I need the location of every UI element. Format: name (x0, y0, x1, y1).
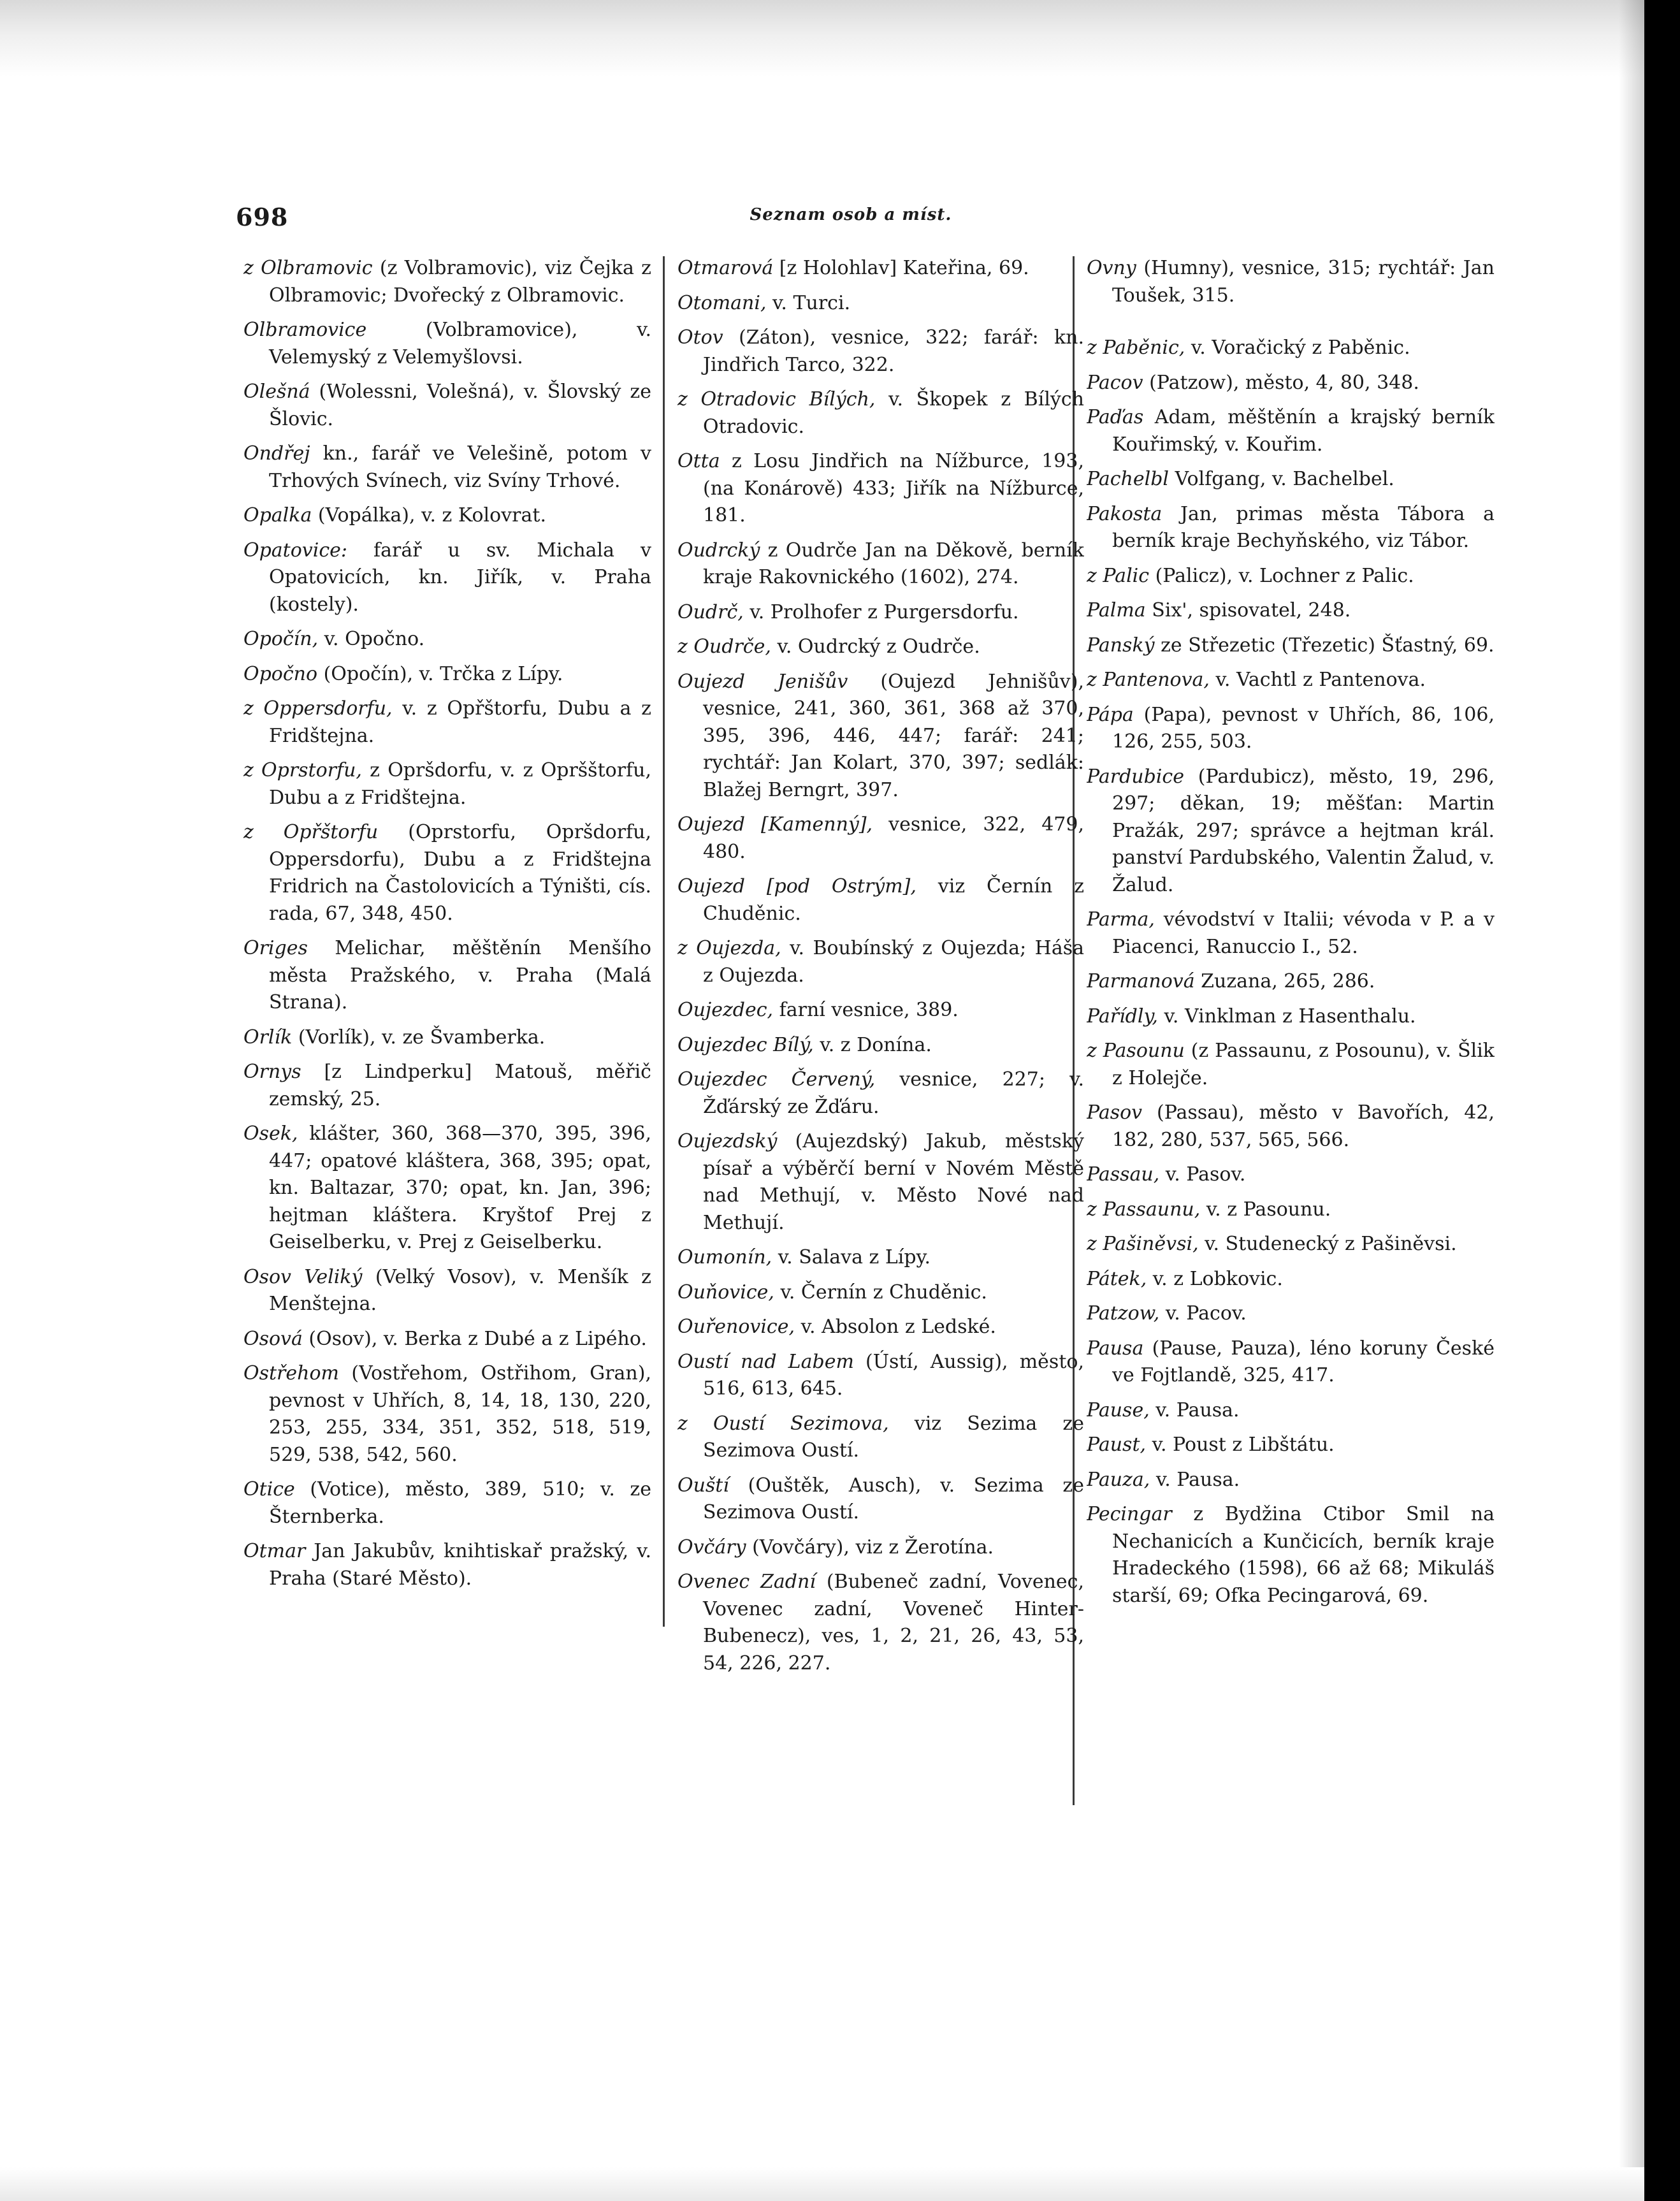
index-entry (243, 935, 651, 1017)
entry-text: Jan, primas města Tábora a berník kraje Bechyňského, viz Tábor. (1112, 502, 1495, 552)
entry-text: v. Pacov. (1159, 1302, 1247, 1325)
index-entry (677, 1349, 1084, 1403)
entry-text: v. Turci. (766, 291, 851, 314)
index-entry (243, 379, 651, 433)
entry-text: (Volbramovice), v. Velemyský z Velemyšlovsi. (269, 319, 651, 368)
entry-headword: Passau, (1087, 1163, 1160, 1186)
entry-text: vesnice, 322, 479, 480. (703, 813, 1084, 863)
entry-text: v. Oudrcký z Oudrče. (771, 636, 980, 658)
index-entry (677, 1128, 1084, 1237)
entry-headword: Otice (243, 1478, 295, 1500)
entry-headword: Patzow, (1087, 1302, 1160, 1325)
entry-text: v. Škopek z Bílých Otradovic. (703, 388, 1084, 438)
entry-headword: Pasov (1087, 1101, 1143, 1124)
index-entry (243, 626, 651, 653)
entry-headword: Oujezdec Bílý, (677, 1033, 814, 1056)
entry-headword: Oujezdský (677, 1130, 778, 1152)
entry-headword: Pápa (1087, 703, 1134, 726)
index-entry (677, 1066, 1084, 1121)
index-entry (677, 324, 1084, 379)
index-entry (1087, 1196, 1495, 1224)
entry-text: (Záton), vesnice, 322; farář: kn. Jindřich Tarco, 322. (703, 326, 1084, 376)
entry-headword: Olešná (243, 381, 310, 403)
index-entry (1087, 370, 1495, 397)
entry-text: (Osov), v. Berka z Dubé a z Lipého. (302, 1327, 647, 1350)
index-column-2 (677, 255, 1084, 1798)
entry-headword: Ouňovice, (677, 1281, 774, 1304)
index-entry (243, 255, 651, 309)
index-entry (243, 819, 651, 927)
entry-headword: Opalka (243, 504, 312, 527)
entry-text: v. Pasov. (1159, 1163, 1246, 1186)
index-entry (677, 1314, 1084, 1341)
entry-text: (z Volbramovic), viz Čejka z Olbramovic; Dvořecký z Olbramovic. (269, 257, 651, 307)
entry-text: (Papa), pevnost v Uhřích, 86, 106, 126, 255, 503. (1112, 703, 1495, 753)
entry-headword: Pecingar (1087, 1503, 1172, 1525)
entry-headword: z Opřštorfu (243, 821, 379, 843)
entry-text: v. Pausa. (1150, 1468, 1240, 1491)
index-entry (1087, 968, 1495, 996)
entry-headword: Oujezd [pod Ostrým], (677, 875, 916, 897)
running-title: Seznam osob a míst. (749, 205, 952, 224)
index-entry (677, 448, 1084, 530)
index-entry (243, 1360, 651, 1469)
index-entry (677, 997, 1084, 1024)
entry-text: (Ústí, Aussig), město, 516, 613, 645. (703, 1350, 1084, 1400)
entry-text: vévodství v Italii; vévoda v P. a v Piacenci, Ranuccio I., 52. (1112, 908, 1495, 958)
index-entry (1087, 563, 1495, 590)
entry-text: z Bydžina Ctibor Smil na Nechanicích a Kunčicích, berník kraje Hradeckého (1598), 66 až 68; Mikuláš starší, 69; Ofka Pecingarová, 69. (1112, 1503, 1495, 1607)
index-entry (1087, 1100, 1495, 1154)
index-entry (1087, 1231, 1495, 1258)
entry-text: (Aujezdský) Jakub, městský písař a výběrčí berní v Novém Městě nad Methují, v. Město Nové nad Methují. (703, 1130, 1084, 1234)
index-column-3 (1087, 255, 1495, 1798)
entry-text: (Humny), vesnice, 315; rychtář: Jan Toušek, 315. (1112, 257, 1495, 307)
entry-headword: z Oudrče, (677, 636, 771, 658)
index-entry (1087, 335, 1495, 362)
index-entry (243, 1121, 651, 1256)
entry-text: (Opočín), v. Trčka z Lípy. (317, 662, 563, 685)
entry-text: farář u sv. Michala v Opatovicích, kn. Jiřík, v. Praha (kostely). (269, 539, 651, 616)
index-entry (677, 1279, 1084, 1307)
entry-text: Volfgang, v. Bachelbel. (1169, 468, 1394, 490)
entry-headword: Pachelbl (1087, 468, 1169, 490)
entry-text: v. z Lobkovic. (1147, 1267, 1283, 1290)
entry-headword: z Oppersdorfu, (243, 697, 393, 720)
entry-text: z Opršdorfu, v. z Opršštorfu, Dubu a z Fridštejna. (269, 759, 651, 809)
entry-headword: Ovčáry (677, 1536, 746, 1558)
entry-text: (Vopálka), v. z Kolovrat. (312, 504, 546, 527)
entry-headword: z Pašiněvsi, (1087, 1233, 1199, 1255)
index-entry (243, 695, 651, 750)
entry-text: v. z Opřštorfu, Dubu a z Fridštejna. (269, 697, 651, 747)
entry-text: (Passau), město v Bavořích, 42, 182, 280, 537, 565, 566. (1112, 1101, 1495, 1151)
index-entry (1087, 1161, 1495, 1189)
entry-text: (Vovčáry), viz z Žerotína. (746, 1536, 994, 1558)
entry-text: vesnice, 227; v. Žďárský ze Žďáru. (703, 1068, 1084, 1118)
entry-headword: z Otradovic Bílých, (677, 388, 876, 410)
entry-headword: Pausa (1087, 1337, 1144, 1360)
index-column-1 (243, 255, 651, 1798)
index-entry (1087, 1432, 1495, 1459)
entry-headword: Osov Veliký (243, 1265, 363, 1288)
entry-headword: Opatovice: (243, 539, 348, 562)
entry-text: v. Černín z Chuděnic. (774, 1281, 987, 1304)
entry-text: v. z Donína. (813, 1033, 932, 1056)
entry-headword: Parmanová (1087, 970, 1195, 992)
entry-text: [z Holohlav] Kateřina, 69. (773, 257, 1029, 279)
scan-top-shadow (0, 0, 1680, 76)
entry-headword: Panský (1087, 634, 1155, 657)
entry-text: v. z Pasounu. (1200, 1198, 1331, 1221)
scan-bottom-shadow (0, 2167, 1644, 2201)
entry-text: z Losu Jindřich na Nížburce, 193, (na Konárově) 433; Jiřík na Nížburce, 181. (703, 450, 1084, 527)
entry-text: v. Pausa. (1149, 1398, 1240, 1421)
index-entry (243, 1264, 651, 1318)
entry-headword: Otov (677, 326, 723, 349)
entry-text: (Vostřehom, Ostřihom, Gran), pevnost v Uhřích, 8, 14, 18, 130, 220, 253, 255, 334, 351, 352, 518, 519, 529, 538, 542, 560. (269, 1362, 651, 1466)
entry-text: Adam, měštěnín a krajský berník Kouřimský, v. Kouřim. (1112, 406, 1495, 456)
index-entry (243, 757, 651, 811)
entry-text: v. Voračický z Paběnic. (1185, 337, 1410, 359)
index-entry (677, 290, 1084, 317)
entry-headword: Otomani, (677, 291, 767, 314)
entry-headword: Paďas (1087, 406, 1144, 428)
index-entry (677, 1569, 1084, 1677)
entry-text: Zuzana, 265, 286. (1194, 970, 1375, 992)
entry-text: (Bubeneč zadní, Vovenec, Vovenec zadní, Voveneč Hinter-Bubenecz), ves, 1, 2, 21, 26, 43, 53, 54, 226, 227. (703, 1571, 1084, 1674)
entry-text: ze Střezetic (Třezetic) Šťastný, 69. (1154, 634, 1495, 657)
index-entry (677, 873, 1084, 927)
entry-headword: z Paběnic, (1087, 337, 1185, 359)
entry-headword: Oudrcký (677, 539, 760, 562)
index-entry (1087, 1300, 1495, 1328)
index-entry (677, 386, 1084, 440)
entry-headword: z Oustí Sezimova, (677, 1412, 889, 1435)
entry-headword: z Pasounu (1087, 1040, 1185, 1062)
entry-text: (Vorlík), v. ze Švamberka. (292, 1026, 546, 1049)
entry-headword: Oumonín, (677, 1246, 772, 1268)
entry-headword: Ondřej (243, 442, 310, 465)
index-entry (1087, 255, 1495, 309)
index-entry (677, 1411, 1084, 1465)
entry-headword: Olbramovice (243, 319, 367, 341)
entry-text: klášter, 360, 368—370, 395, 396, 447; opatové kláštera, 368, 395; opat, kn. Baltazar, 370; opat, kn. Jan, 396; hejtman kláštera. Kryštof Prej z Geiselberku, v. Prej z Geiselberku. (269, 1122, 651, 1253)
entry-headword: Oujezdec, (677, 999, 774, 1021)
index-entry (243, 1059, 651, 1113)
index-entry (1087, 1501, 1495, 1609)
entry-headword: Pauza, (1087, 1468, 1150, 1491)
index-entry (1087, 667, 1495, 694)
index-entry (1087, 1038, 1495, 1092)
scan-right-border (1644, 0, 1680, 2201)
entry-text: (Palicz), v. Lochner z Palic. (1149, 564, 1414, 587)
entry-text: viz Černín z Chuděnic. (703, 875, 1084, 925)
scan-right-shadow (1619, 0, 1644, 2201)
entry-text: z Oudrče Jan na Děkově, berník kraje Rakovnického (1602), 274. (703, 539, 1084, 588)
entry-text: v. Boubínský z Oujezda; Háša z Oujezda. (703, 937, 1084, 987)
entry-headword: Otmar (243, 1540, 306, 1562)
entry-headword: Origes (243, 937, 308, 959)
index-entry (243, 1326, 651, 1353)
entry-headword: Parma, (1087, 908, 1155, 931)
entry-text: v. Studenecký z Pašiněvsi. (1198, 1233, 1457, 1255)
entry-text: Melichar, měštěnín Menšího města Pražského, v. Praha (Malá Strana). (269, 937, 651, 1013)
index-entry (677, 1244, 1084, 1272)
entry-headword: z Palic (1087, 564, 1150, 587)
entry-text: Jan Jakubův, knihtiskař pražský, v. Praha (Staré Město). (269, 1540, 651, 1590)
index-entry (243, 502, 651, 530)
entry-headword: Pátek, (1087, 1267, 1147, 1290)
entry-text: (Velký Vosov), v. Menšík z Menštejna. (269, 1265, 651, 1315)
entry-headword: z Passaunu, (1087, 1198, 1201, 1221)
index-entry (1087, 1467, 1495, 1494)
entry-text: viz Sezima ze Sezimova Oustí. (703, 1412, 1084, 1462)
index-entry (677, 1472, 1084, 1527)
index-entry (243, 317, 651, 371)
index-entry (1087, 501, 1495, 555)
index-entry (243, 537, 651, 619)
entry-headword: z Olbramovic (243, 257, 373, 279)
column-divider (663, 256, 665, 1627)
entry-headword: Ovny (1087, 257, 1136, 279)
entry-text: v. Salava z Lípy. (772, 1246, 931, 1268)
entry-text: Six', spisovatel, 248. (1145, 599, 1351, 621)
entry-text: v. Absolon z Ledské. (795, 1316, 996, 1338)
entry-headword: Oujezdec Červený, (677, 1068, 876, 1091)
index-entry (1087, 466, 1495, 493)
entry-text: (Patzow), město, 4, 80, 348. (1143, 371, 1419, 394)
index-entry (1087, 1397, 1495, 1425)
index-entry (243, 661, 651, 688)
entry-headword: Palma (1087, 599, 1146, 621)
index-entry (1087, 404, 1495, 458)
entry-text: (Wolessni, Volešná), v. Šlovský ze Šlovic. (269, 381, 651, 430)
entry-headword: Otta (677, 450, 720, 472)
entry-headword: Ouští (677, 1474, 729, 1497)
entry-text: (Pardubicz), město, 19, 296, 297; děkan, 19; měšťan: Martin Pražák, 297; správce a hejtman král. panství Pardubského, Valentin Žalud, v. Žalud. (1112, 765, 1495, 896)
entry-text: v. Vachtl z Pantenova. (1209, 669, 1426, 691)
entry-headword: Oujezd Jenišův (677, 670, 848, 693)
entry-headword: Osek, (243, 1122, 298, 1145)
index-entry (677, 599, 1084, 627)
entry-headword: Oudrč, (677, 600, 744, 623)
entry-headword: Otmarová (677, 257, 774, 279)
entry-text: v. Prolhofer z Purgersdorfu. (743, 600, 1019, 623)
index-entry (677, 1534, 1084, 1562)
index-entry (243, 440, 651, 495)
index-entry (677, 537, 1084, 592)
entry-headword: Ovenec Zadní (677, 1571, 816, 1593)
entry-text: kn., farář ve Velešině, potom v Trhových Svínech, viz Svíny Trhové. (269, 442, 651, 492)
entry-headword: Pařídly, (1087, 1005, 1158, 1028)
entry-text: (Oujezd Jehnišův), vesnice, 241, 360, 361, 368 až 370, 395, 396, 446, 447; farář: 241; rychtář: Jan Kolart, 370, 397; sedlák: Blažej Berngrt, 397. (703, 670, 1084, 801)
entry-text: (Votice), město, 389, 510; v. ze Šternberka. (269, 1478, 651, 1528)
entry-headword: Pardubice (1087, 765, 1184, 788)
entry-headword: z Oujezda, (677, 937, 781, 959)
entry-headword: Osová (243, 1327, 303, 1350)
entry-headword: Opočín, (243, 628, 319, 650)
entry-headword: Ornys (243, 1061, 301, 1083)
index-entry (677, 255, 1084, 282)
index-entry (1087, 597, 1495, 625)
entry-text: v. Poust z Libštátu. (1146, 1434, 1335, 1456)
entry-headword: Orlík (243, 1026, 293, 1049)
index-entry (1087, 632, 1495, 660)
index-entry (243, 1538, 651, 1592)
entry-headword: z Pantenova, (1087, 669, 1210, 691)
entry-headword: Pause, (1087, 1398, 1150, 1421)
entry-text: (Ouštěk, Ausch), v. Sezima ze Sezimova Oustí. (703, 1474, 1084, 1523)
entry-text: (Pause, Pauza), léno koruny České ve Fojtlandě, 325, 417. (1112, 1337, 1495, 1386)
index-entry (243, 1476, 651, 1530)
entry-text: v. Opočno. (318, 628, 425, 650)
index-entry (1087, 1003, 1495, 1031)
entry-headword: Ouřenovice, (677, 1316, 795, 1338)
index-entry (677, 935, 1084, 989)
index-entry (1087, 764, 1495, 899)
index-entry (243, 1024, 651, 1052)
entry-headword: Pacov (1087, 371, 1143, 394)
page-header (236, 203, 1466, 241)
entry-headword: Ostřehom (243, 1362, 339, 1384)
index-entry (677, 669, 1084, 804)
index-entry (677, 1032, 1084, 1059)
index-entry (677, 811, 1084, 866)
index-entry (677, 634, 1084, 661)
entry-headword: Oustí nad Labem (677, 1350, 854, 1373)
entry-text: (z Passaunu, z Posounu), v. Šlik z Holejče. (1112, 1040, 1495, 1089)
page-number: 698 (236, 203, 289, 231)
entry-headword: Paust, (1087, 1434, 1147, 1456)
entry-text: farní vesnice, 389. (773, 999, 959, 1021)
entry-headword: z Oprstorfu, (243, 759, 362, 781)
index-entry (1087, 702, 1495, 756)
index-entry (1087, 1266, 1495, 1293)
index-entry (1087, 906, 1495, 961)
entry-headword: Oujezd [Kamenný], (677, 813, 873, 836)
index-entry (1087, 1335, 1495, 1390)
entry-text: [z Lindperku] Matouš, měřič zemský, 25. (269, 1061, 651, 1110)
entry-headword: Opočno (243, 662, 318, 685)
entry-text: (Oprstorfu, Opršdorfu, Oppersdorfu), Dubu a z Fridštejna Fridrich na Častolovicích a Týništi, cís. rada, 67, 348, 450. (269, 821, 651, 925)
entry-headword: Pakosta (1087, 502, 1162, 525)
entry-text: v. Vinklman z Hasenthalu. (1157, 1005, 1416, 1028)
